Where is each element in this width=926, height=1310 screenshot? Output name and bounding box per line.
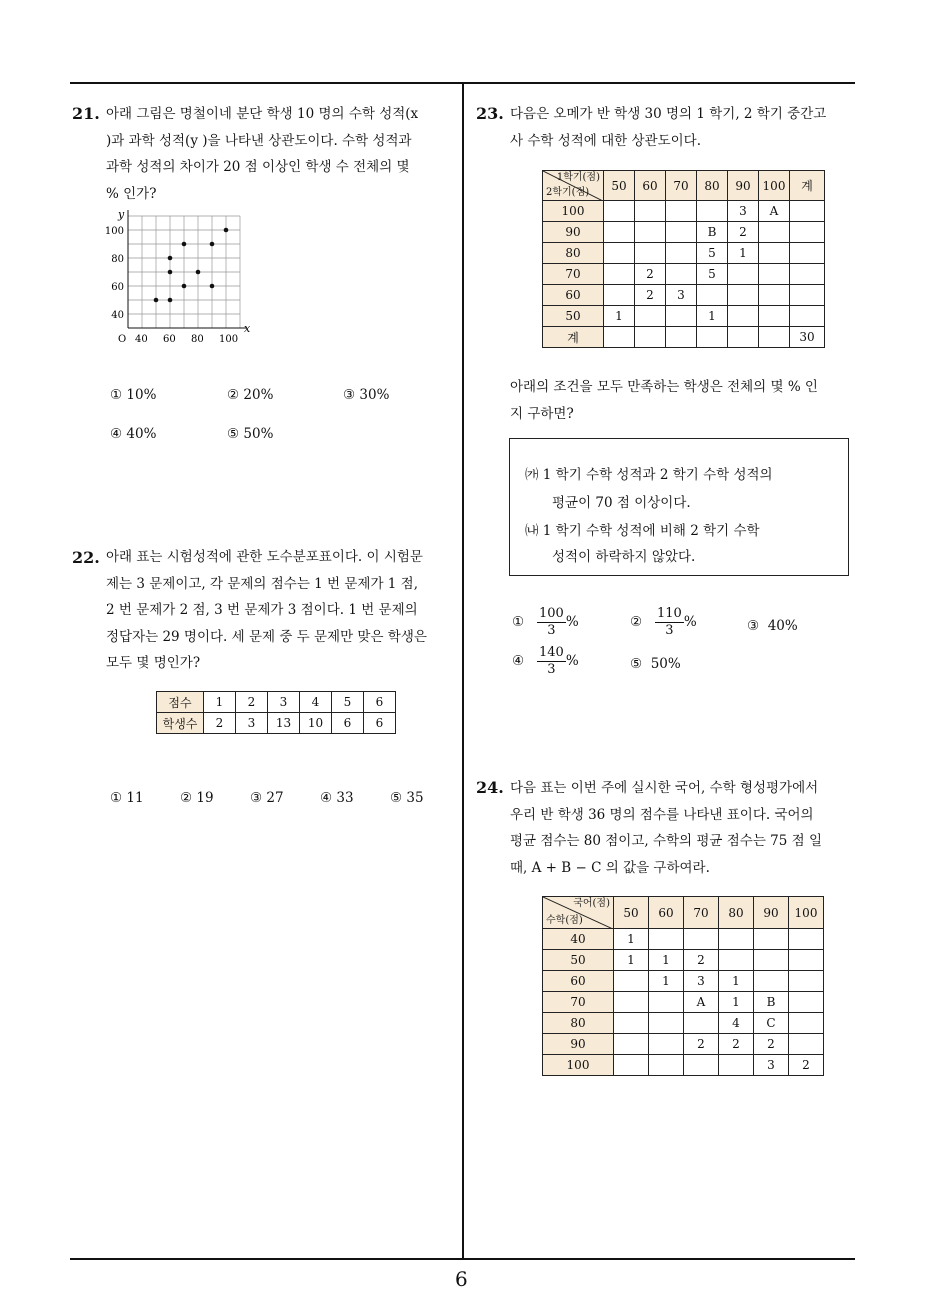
question-number: 23. xyxy=(476,104,504,123)
table-cell: 5 xyxy=(697,264,728,285)
row-header: 100 xyxy=(543,1055,614,1076)
table-cell xyxy=(604,264,635,285)
choice-3[interactable] xyxy=(747,618,798,634)
x-tick-label: O xyxy=(118,334,127,345)
choice-text: 50% xyxy=(650,656,681,672)
data-point xyxy=(196,270,201,275)
table-cell xyxy=(614,1034,649,1055)
table-cell xyxy=(649,1034,684,1055)
table-cell xyxy=(604,327,635,348)
choice-2[interactable]: ② 19 xyxy=(180,790,214,806)
choice-1[interactable]: ① 10% xyxy=(110,387,157,403)
row-header: 계 xyxy=(543,327,604,348)
table-cell xyxy=(759,306,790,327)
table-cell xyxy=(728,264,759,285)
table-cell xyxy=(759,222,790,243)
denominator: 3 xyxy=(547,623,556,638)
choice-mark: ⑤ xyxy=(630,656,643,672)
table-cell: A xyxy=(759,201,790,222)
x-tick-label: 40 xyxy=(135,334,148,345)
table-cell xyxy=(719,950,754,971)
table-cell: 5 xyxy=(332,692,364,713)
data-point xyxy=(168,270,173,275)
table-cell xyxy=(635,327,666,348)
condition-text xyxy=(510,374,818,427)
choice-5[interactable]: ⑤ 50% xyxy=(227,426,274,442)
row-header: 100 xyxy=(543,201,604,222)
table-cell: 1 xyxy=(649,971,684,992)
table-cell xyxy=(789,950,824,971)
table-cell xyxy=(789,929,824,950)
table-cell xyxy=(649,1055,684,1076)
text-line: 사 수학 성적에 대한 상관도이다. xyxy=(510,132,701,149)
table-cell xyxy=(759,285,790,306)
table-cell xyxy=(697,285,728,306)
table-cell: B xyxy=(754,992,789,1013)
data-point xyxy=(182,284,187,289)
row-header: 90 xyxy=(543,1034,614,1055)
table-cell: 1 xyxy=(697,306,728,327)
table-cell xyxy=(697,201,728,222)
table-cell xyxy=(635,222,666,243)
table-cell: 6 xyxy=(364,692,396,713)
choice-1[interactable]: ① 11 xyxy=(110,790,144,806)
choice-2[interactable] xyxy=(630,606,697,639)
table-cell: 2 xyxy=(684,950,719,971)
choice-mark: ① xyxy=(512,614,525,630)
bottom-rule xyxy=(70,1258,855,1260)
y-axis-label: y xyxy=(118,208,125,221)
table-cell: 2 xyxy=(204,713,236,734)
table-cell: 1 xyxy=(728,243,759,264)
table-cell: 1 xyxy=(604,306,635,327)
table-cell xyxy=(666,222,697,243)
x-axis-label: x xyxy=(244,322,251,335)
table-cell: 3 xyxy=(236,713,268,734)
numerator: 140 xyxy=(538,645,564,660)
unit: % xyxy=(565,614,579,630)
table-cell: 3 xyxy=(754,1055,789,1076)
choice-5[interactable] xyxy=(630,656,681,672)
y-tick-label: 80 xyxy=(111,254,124,265)
table-cell xyxy=(697,327,728,348)
choice-3[interactable]: ③ 30% xyxy=(343,387,390,403)
table-cell: 1 xyxy=(719,971,754,992)
table-cell xyxy=(719,1055,754,1076)
frequency-table xyxy=(156,691,396,734)
row-header: 90 xyxy=(543,222,604,243)
numerator: 100 xyxy=(538,606,564,621)
table-cell xyxy=(614,1013,649,1034)
data-point xyxy=(154,298,159,303)
denominator: 3 xyxy=(665,623,674,638)
text-line: 모두 몇 명인가? xyxy=(106,655,201,671)
table-header: 점수 xyxy=(157,692,204,713)
text-line: % 인가? xyxy=(106,185,157,202)
corner-bottom-label: 2학기(점) xyxy=(546,187,590,198)
row-header: 70 xyxy=(543,264,604,285)
table-cell xyxy=(604,222,635,243)
column-header: 80 xyxy=(697,171,728,201)
score-table xyxy=(542,896,824,1076)
table-cell: 3 xyxy=(728,201,759,222)
table-cell xyxy=(666,201,697,222)
question-number: 24. xyxy=(476,778,504,797)
table-cell: 2 xyxy=(635,264,666,285)
table-cell: 6 xyxy=(364,713,396,734)
table-header: 학생수 xyxy=(157,713,204,734)
choice-5[interactable]: ⑤ 35 xyxy=(390,790,424,806)
text-line: 우리 반 학생 36 명의 점수를 나타낸 표이다. 국어의 xyxy=(510,806,814,823)
column-header: 50 xyxy=(604,171,635,201)
table-cell: 10 xyxy=(300,713,332,734)
table-cell: 1 xyxy=(204,692,236,713)
column-header: 100 xyxy=(759,171,790,201)
numerator: 110 xyxy=(656,606,682,621)
table-cell: 13 xyxy=(268,713,300,734)
denominator: 3 xyxy=(547,662,556,677)
data-point xyxy=(210,284,215,289)
text-line: 때, A + B − C 의 값을 구하여라. xyxy=(510,859,710,876)
row-header: 40 xyxy=(543,929,614,950)
table-cell: 2 xyxy=(236,692,268,713)
condition-item: ㈎ 1 학기 수학 성적과 2 학기 수학 성적의 xyxy=(525,467,773,483)
table-cell xyxy=(604,201,635,222)
column-header: 계 xyxy=(790,171,825,201)
table-cell: B xyxy=(697,222,728,243)
row-header: 50 xyxy=(543,306,604,327)
table-cell: 3 xyxy=(666,285,697,306)
table-cell xyxy=(790,264,825,285)
table-cell xyxy=(614,992,649,1013)
choice-3[interactable]: ③ 27 xyxy=(250,790,284,806)
text-line: 지 구하면? xyxy=(510,405,574,422)
table-cell xyxy=(754,971,789,992)
scatter-plot xyxy=(100,208,260,348)
text-line: 아래의 조건을 모두 만족하는 학생은 전체의 몇 % 인 xyxy=(510,379,818,395)
table-cell xyxy=(635,201,666,222)
table-cell xyxy=(790,201,825,222)
column-header: 80 xyxy=(719,897,754,929)
choice-4[interactable]: ④ 33 xyxy=(320,790,354,806)
table-cell xyxy=(649,992,684,1013)
table-cell xyxy=(790,306,825,327)
table-cell xyxy=(728,285,759,306)
table-cell xyxy=(649,1013,684,1034)
question-number: 21. xyxy=(72,104,100,123)
table-cell xyxy=(790,222,825,243)
x-tick-label: 100 xyxy=(219,334,239,345)
table-cell: 4 xyxy=(300,692,332,713)
data-point xyxy=(210,242,215,247)
fraction xyxy=(537,645,566,678)
table-cell xyxy=(604,285,635,306)
corner-cell xyxy=(543,897,614,929)
choice-1[interactable] xyxy=(512,606,579,639)
column-header: 70 xyxy=(684,897,719,929)
corner-top-label: 국어(점) xyxy=(573,898,610,909)
data-point xyxy=(182,242,187,247)
column-header: 50 xyxy=(614,897,649,929)
table-cell: 3 xyxy=(268,692,300,713)
table-cell xyxy=(790,285,825,306)
table-cell xyxy=(754,929,789,950)
table-cell: 2 xyxy=(684,1034,719,1055)
unit: % xyxy=(565,653,579,669)
choice-text: 40% xyxy=(767,618,798,634)
table-cell xyxy=(635,243,666,264)
column-header: 100 xyxy=(789,897,824,929)
question-text xyxy=(106,544,427,677)
table-cell xyxy=(789,1034,824,1055)
table-cell xyxy=(789,992,824,1013)
table-cell xyxy=(666,306,697,327)
table-cell: 1 xyxy=(614,950,649,971)
text-line: 제는 3 문제이고, 각 문제의 점수는 1 번 문제가 1 점, xyxy=(106,575,418,592)
condition-item: 평균이 70 점 이상이다. xyxy=(552,495,691,511)
text-line: 아래 그림은 명철이네 분단 학생 10 명의 수학 성적(x xyxy=(106,106,419,122)
conditions-box xyxy=(509,438,849,576)
table-cell: 30 xyxy=(790,327,825,348)
text-line: 평균 점수는 80 점이고, 수학의 평균 점수는 75 점 일 xyxy=(510,833,823,849)
text-line: 아래 표는 시험성적에 관한 도수분포표이다. 이 시험문 xyxy=(106,549,423,565)
condition-item: ㈏ 1 학기 수학 성적에 비해 2 학기 수학 xyxy=(525,523,760,539)
table-cell xyxy=(754,950,789,971)
column-header: 70 xyxy=(666,171,697,201)
table-cell: 2 xyxy=(719,1034,754,1055)
table-cell: 2 xyxy=(789,1055,824,1076)
row-header: 50 xyxy=(543,950,614,971)
table-cell: 1 xyxy=(719,992,754,1013)
table-cell xyxy=(759,264,790,285)
table-cell xyxy=(789,1013,824,1034)
row-header: 70 xyxy=(543,992,614,1013)
choice-4[interactable] xyxy=(512,645,579,678)
table-cell xyxy=(789,971,824,992)
table-cell xyxy=(604,243,635,264)
corner-bottom-label: 수학(점) xyxy=(546,915,583,926)
y-tick-label: 60 xyxy=(111,282,124,293)
data-point xyxy=(168,298,173,303)
row-header: 60 xyxy=(543,285,604,306)
choice-mark: ④ xyxy=(512,653,525,669)
table-cell xyxy=(649,929,684,950)
choice-4[interactable]: ④ 40% xyxy=(110,426,157,442)
text-line: 과학 성적의 차이가 20 점 이상인 학생 수 전체의 몇 xyxy=(106,159,410,175)
fraction xyxy=(537,606,566,639)
table-cell xyxy=(635,306,666,327)
row-header: 80 xyxy=(543,1013,614,1034)
choice-2[interactable]: ② 20% xyxy=(227,387,274,403)
table-cell: 1 xyxy=(649,950,684,971)
choice-mark: ③ xyxy=(747,618,760,634)
column-header: 60 xyxy=(635,171,666,201)
table-cell xyxy=(614,1055,649,1076)
table-cell: 5 xyxy=(697,243,728,264)
unit: % xyxy=(683,614,697,630)
table-cell xyxy=(719,929,754,950)
row-header: 80 xyxy=(543,243,604,264)
y-tick-label: 40 xyxy=(111,310,124,321)
table-cell xyxy=(790,243,825,264)
table-cell xyxy=(684,929,719,950)
table-cell: 2 xyxy=(728,222,759,243)
data-point xyxy=(168,256,173,261)
column-header: 90 xyxy=(754,897,789,929)
table-cell xyxy=(666,264,697,285)
question-text xyxy=(510,775,822,881)
table-cell xyxy=(728,306,759,327)
text-line: 2 번 문제가 2 점, 3 번 문제가 3 점이다. 1 번 문제의 xyxy=(106,602,418,618)
table-cell xyxy=(684,1055,719,1076)
text-line: )과 과학 성적(y )을 나타낸 상관도이다. 수학 성적과 xyxy=(106,132,412,149)
question-number: 22. xyxy=(72,548,100,567)
condition-item: 성적이 하락하지 않았다. xyxy=(552,549,696,565)
column-header: 90 xyxy=(728,171,759,201)
table-cell: 4 xyxy=(719,1013,754,1034)
choice-mark: ② xyxy=(630,614,643,630)
table-cell: 2 xyxy=(754,1034,789,1055)
corner-top-label: 1학기(점) xyxy=(556,172,600,183)
table-cell: 3 xyxy=(684,971,719,992)
table-cell: C xyxy=(754,1013,789,1034)
text-line: 다음 표는 이번 주에 실시한 국어, 수학 형성평가에서 xyxy=(510,780,819,796)
table-cell xyxy=(666,327,697,348)
table-cell: 2 xyxy=(635,285,666,306)
text-line: 다음은 오메가 반 학생 30 명의 1 학기, 2 학기 중간고 xyxy=(510,106,827,122)
table-cell xyxy=(759,327,790,348)
y-tick-label: 100 xyxy=(104,226,124,237)
table-cell: 6 xyxy=(332,713,364,734)
data-point xyxy=(224,228,229,233)
table-cell: A xyxy=(684,992,719,1013)
table-cell xyxy=(759,243,790,264)
text-line: 정답자는 29 명이다. 세 문제 중 두 문제만 맞은 학생은 xyxy=(106,628,427,645)
table-cell xyxy=(684,1013,719,1034)
x-tick-label: 60 xyxy=(163,334,176,345)
table-cell xyxy=(614,971,649,992)
question-text xyxy=(510,101,826,154)
fraction xyxy=(655,606,684,639)
question-text xyxy=(106,101,418,207)
correlation-table xyxy=(542,170,825,348)
x-tick-label: 80 xyxy=(191,334,204,345)
corner-cell xyxy=(543,171,604,201)
page-number: 6 xyxy=(455,1267,468,1291)
row-header: 60 xyxy=(543,971,614,992)
table-cell xyxy=(728,327,759,348)
table-cell: 1 xyxy=(614,929,649,950)
table-cell xyxy=(666,243,697,264)
column-header: 60 xyxy=(649,897,684,929)
column-divider xyxy=(462,82,464,1260)
